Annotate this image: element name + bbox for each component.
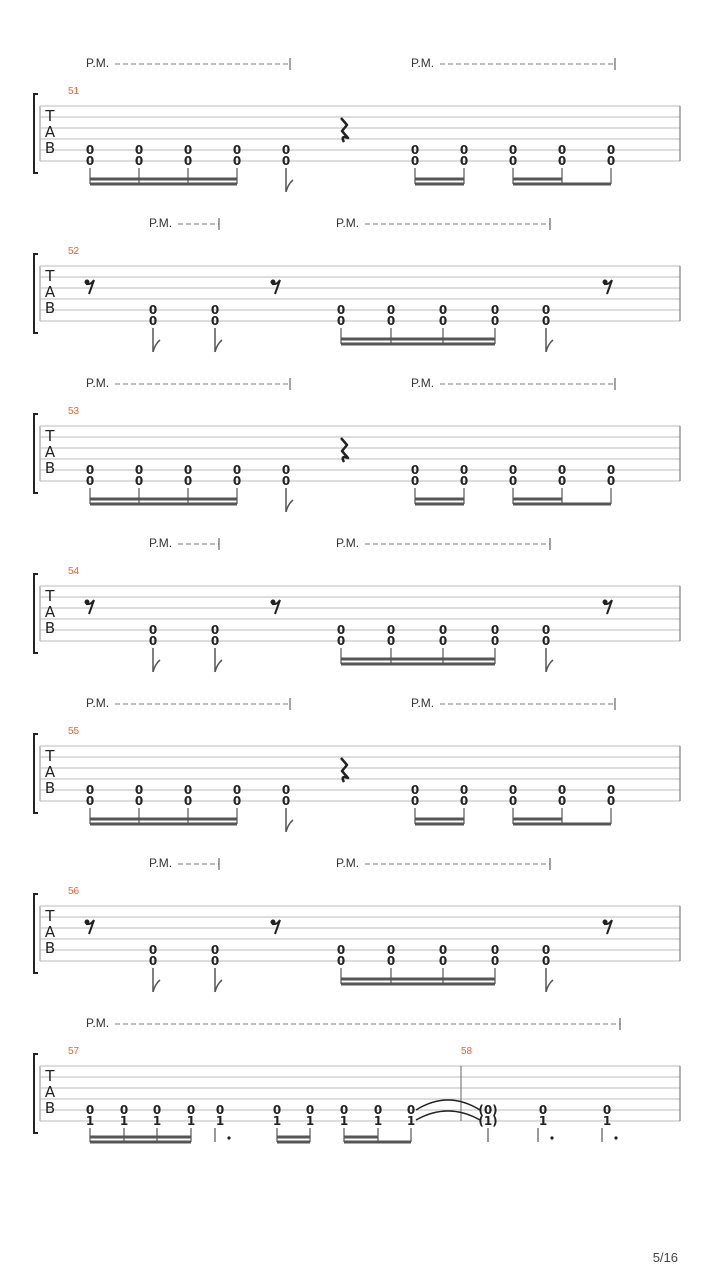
fret-number: 0 — [336, 954, 346, 968]
fret-number: 0 — [410, 143, 420, 157]
fret-number: 0 — [85, 794, 95, 808]
fret-number: 1 — [602, 1114, 612, 1128]
palm-mute-label: P.M. — [336, 216, 360, 230]
fret-number: 0 — [386, 314, 396, 328]
fret-number: (0) — [478, 1103, 498, 1117]
fret-number: 0 — [557, 143, 567, 157]
fret-number: 0 — [490, 303, 500, 317]
fret-number: 0 — [210, 954, 220, 968]
quarter-rest — [341, 438, 348, 462]
tab-clef-letter: B — [44, 939, 56, 957]
fret-number: 0 — [281, 474, 291, 488]
fret-number: 0 — [438, 314, 448, 328]
fret-number: 0 — [134, 143, 144, 157]
fret-number: 0 — [85, 463, 95, 477]
fret-number: 0 — [210, 623, 220, 637]
fret-number: 0 — [386, 303, 396, 317]
fret-number: 0 — [134, 154, 144, 168]
tab-system — [34, 216, 680, 352]
fret-number: 0 — [134, 783, 144, 797]
fret-number: 0 — [606, 794, 616, 808]
tab-system — [34, 696, 680, 832]
fret-number: 1 — [152, 1114, 162, 1128]
tab-system — [34, 376, 680, 512]
measure-number: 57 — [68, 1046, 80, 1057]
fret-number: (1) — [478, 1114, 498, 1128]
fret-number: 0 — [410, 474, 420, 488]
staff-bracket — [34, 94, 38, 173]
fret-number: 0 — [541, 623, 551, 637]
fret-number: 0 — [119, 1103, 129, 1117]
tab-clef-letter: B — [44, 459, 56, 477]
tab-clef-letter: T — [45, 747, 55, 765]
dot — [227, 1136, 230, 1139]
fret-number: 0 — [148, 303, 158, 317]
fret-number: 0 — [281, 783, 291, 797]
fret-number: 0 — [272, 1103, 282, 1117]
fret-number: 0 — [281, 143, 291, 157]
fret-number: 0 — [134, 474, 144, 488]
fret-number: 0 — [305, 1103, 315, 1117]
note-flag — [286, 820, 293, 832]
note-flag — [546, 980, 553, 992]
fret-number: 0 — [438, 634, 448, 648]
fret-number: 0 — [210, 634, 220, 648]
note-flag — [153, 660, 160, 672]
palm-mute-label: P.M. — [411, 56, 435, 70]
staff-bracket — [34, 574, 38, 653]
fret-number: 0 — [148, 954, 158, 968]
note-flag — [546, 660, 553, 672]
fret-number: 0 — [508, 154, 518, 168]
fret-number: 0 — [490, 623, 500, 637]
fret-number: 0 — [373, 1103, 383, 1117]
measure-number: 52 — [68, 246, 80, 257]
measure-number: 58 — [461, 1046, 473, 1057]
fret-number: 0 — [541, 634, 551, 648]
fret-number: 0 — [148, 634, 158, 648]
tab-clef-letter: T — [45, 107, 55, 125]
palm-mute-label: P.M. — [149, 536, 173, 550]
note-flag — [286, 500, 293, 512]
fret-number: 0 — [183, 474, 193, 488]
fret-number: 1 — [119, 1114, 129, 1128]
fret-number: 0 — [336, 314, 346, 328]
tab-clef-letter: T — [45, 587, 55, 605]
palm-mute-label: P.M. — [411, 376, 435, 390]
fret-number: 0 — [148, 943, 158, 957]
measure-number: 54 — [68, 566, 80, 577]
fret-number: 0 — [459, 154, 469, 168]
fret-number: 1 — [272, 1114, 282, 1128]
fret-number: 0 — [148, 314, 158, 328]
fret-number: 0 — [438, 623, 448, 637]
note-flag — [286, 180, 293, 192]
fret-number: 0 — [85, 1103, 95, 1117]
fret-number: 0 — [541, 954, 551, 968]
fret-number: 1 — [373, 1114, 383, 1128]
fret-number: 0 — [557, 463, 567, 477]
fret-number: 0 — [85, 143, 95, 157]
fret-number: 0 — [459, 794, 469, 808]
fret-number: 0 — [186, 1103, 196, 1117]
fret-number: 1 — [339, 1114, 349, 1128]
fret-number: 0 — [541, 943, 551, 957]
fret-number: 0 — [606, 463, 616, 477]
fret-number: 0 — [438, 954, 448, 968]
palm-mute-label: P.M. — [86, 696, 110, 710]
fret-number: 0 — [210, 943, 220, 957]
tab-clef-letter: T — [45, 427, 55, 445]
palm-mute-label: P.M. — [86, 1016, 110, 1030]
tab-clef-letter: B — [44, 139, 56, 157]
fret-number: 0 — [557, 154, 567, 168]
tab-clef-letter: T — [45, 1067, 55, 1085]
fret-number: 0 — [490, 943, 500, 957]
fret-number: 0 — [148, 623, 158, 637]
fret-number: 0 — [134, 463, 144, 477]
fret-number: 0 — [232, 143, 242, 157]
tab-clef-letter: A — [44, 603, 56, 621]
fret-number: 1 — [305, 1114, 315, 1128]
fret-number: 0 — [541, 303, 551, 317]
tab-clef-letter: A — [44, 123, 56, 141]
quarter-rest — [341, 118, 348, 142]
fret-number: 0 — [508, 794, 518, 808]
palm-mute-label: P.M. — [149, 216, 173, 230]
fret-number: 0 — [336, 943, 346, 957]
measure-number: 51 — [68, 86, 80, 97]
fret-number: 1 — [186, 1114, 196, 1128]
fret-number: 0 — [459, 474, 469, 488]
tab-clef-letter: B — [44, 619, 56, 637]
fret-number: 0 — [232, 154, 242, 168]
fret-number: 0 — [490, 314, 500, 328]
fret-number: 0 — [183, 154, 193, 168]
measure-number: 55 — [68, 726, 80, 737]
staff-bracket — [34, 734, 38, 813]
measure-number: 56 — [68, 886, 80, 897]
page-number: 5/16 — [652, 1250, 678, 1265]
tie — [416, 1100, 480, 1110]
fret-number: 0 — [232, 474, 242, 488]
fret-number: 0 — [459, 783, 469, 797]
fret-number: 0 — [232, 794, 242, 808]
fret-number: 0 — [183, 783, 193, 797]
fret-number: 1 — [215, 1114, 225, 1128]
fret-number: 0 — [281, 463, 291, 477]
fret-number: 0 — [215, 1103, 225, 1117]
note-flag — [215, 340, 222, 352]
fret-number: 0 — [508, 463, 518, 477]
fret-number: 0 — [281, 794, 291, 808]
note-flag — [153, 980, 160, 992]
palm-mute-label: P.M. — [336, 856, 360, 870]
fret-number: 0 — [85, 474, 95, 488]
fret-number: 0 — [410, 783, 420, 797]
fret-number: 0 — [183, 794, 193, 808]
measure-number: 53 — [68, 406, 80, 417]
dot — [614, 1136, 617, 1139]
tab-clef-letter: A — [44, 283, 56, 301]
fret-number: 0 — [557, 783, 567, 797]
fret-number: 0 — [232, 463, 242, 477]
fret-number: 0 — [606, 154, 616, 168]
fret-number: 0 — [85, 154, 95, 168]
fret-number: 0 — [339, 1103, 349, 1117]
fret-number: 0 — [541, 314, 551, 328]
fret-number: 0 — [232, 783, 242, 797]
tab-clef-letter: B — [44, 299, 56, 317]
fret-number: 0 — [508, 783, 518, 797]
fret-number: 0 — [281, 154, 291, 168]
palm-mute-label: P.M. — [86, 56, 110, 70]
tab-clef-letter: A — [44, 443, 56, 461]
fret-number: 1 — [406, 1114, 416, 1128]
dot — [550, 1136, 553, 1139]
fret-number: 0 — [557, 474, 567, 488]
note-flag — [546, 340, 553, 352]
fret-number: 0 — [410, 794, 420, 808]
quarter-rest — [341, 758, 348, 782]
fret-number: 0 — [557, 794, 567, 808]
fret-number: 0 — [386, 943, 396, 957]
tab-clef-letter: A — [44, 923, 56, 941]
fret-number: 0 — [386, 623, 396, 637]
palm-mute-label: P.M. — [86, 376, 110, 390]
fret-number: 0 — [152, 1103, 162, 1117]
tab-clef-letter: B — [44, 779, 56, 797]
fret-number: 0 — [386, 634, 396, 648]
fret-number: 0 — [538, 1103, 548, 1117]
fret-number: 0 — [210, 314, 220, 328]
tie — [416, 1111, 480, 1120]
fret-number: 0 — [386, 954, 396, 968]
tab-clef-letter: T — [45, 907, 55, 925]
note-flag — [215, 660, 222, 672]
staff-bracket — [34, 1054, 38, 1133]
fret-number: 0 — [459, 143, 469, 157]
fret-number: 0 — [336, 623, 346, 637]
fret-number: 0 — [183, 143, 193, 157]
tab-clef-letter: A — [44, 1083, 56, 1101]
fret-number: 0 — [410, 463, 420, 477]
tab-clef-letter: T — [45, 267, 55, 285]
tab-system — [34, 1016, 680, 1142]
palm-mute-label: P.M. — [149, 856, 173, 870]
fret-number: 0 — [459, 463, 469, 477]
staff-bracket — [34, 894, 38, 973]
staff-bracket — [34, 414, 38, 493]
palm-mute-label: P.M. — [336, 536, 360, 550]
fret-number: 0 — [606, 783, 616, 797]
fret-number: 0 — [410, 154, 420, 168]
fret-number: 0 — [508, 143, 518, 157]
tab-clef-letter: B — [44, 1099, 56, 1117]
fret-number: 0 — [336, 634, 346, 648]
fret-number: 1 — [538, 1114, 548, 1128]
note-flag — [215, 980, 222, 992]
fret-number: 0 — [508, 474, 518, 488]
tab-system — [34, 536, 680, 672]
fret-number: 0 — [134, 794, 144, 808]
tab-system — [34, 856, 680, 992]
fret-number: 0 — [606, 474, 616, 488]
fret-number: 0 — [490, 634, 500, 648]
fret-number: 0 — [406, 1103, 416, 1117]
fret-number: 0 — [183, 463, 193, 477]
fret-number: 0 — [602, 1103, 612, 1117]
tab-system — [34, 56, 680, 192]
fret-number: 0 — [438, 943, 448, 957]
staff-bracket — [34, 254, 38, 333]
fret-number: 0 — [210, 303, 220, 317]
fret-number: 0 — [85, 783, 95, 797]
note-flag — [153, 340, 160, 352]
tab-clef-letter: A — [44, 763, 56, 781]
fret-number: 0 — [606, 143, 616, 157]
fret-number: 0 — [490, 954, 500, 968]
palm-mute-label: P.M. — [411, 696, 435, 710]
fret-number: 0 — [438, 303, 448, 317]
fret-number: 0 — [336, 303, 346, 317]
fret-number: 1 — [85, 1114, 95, 1128]
